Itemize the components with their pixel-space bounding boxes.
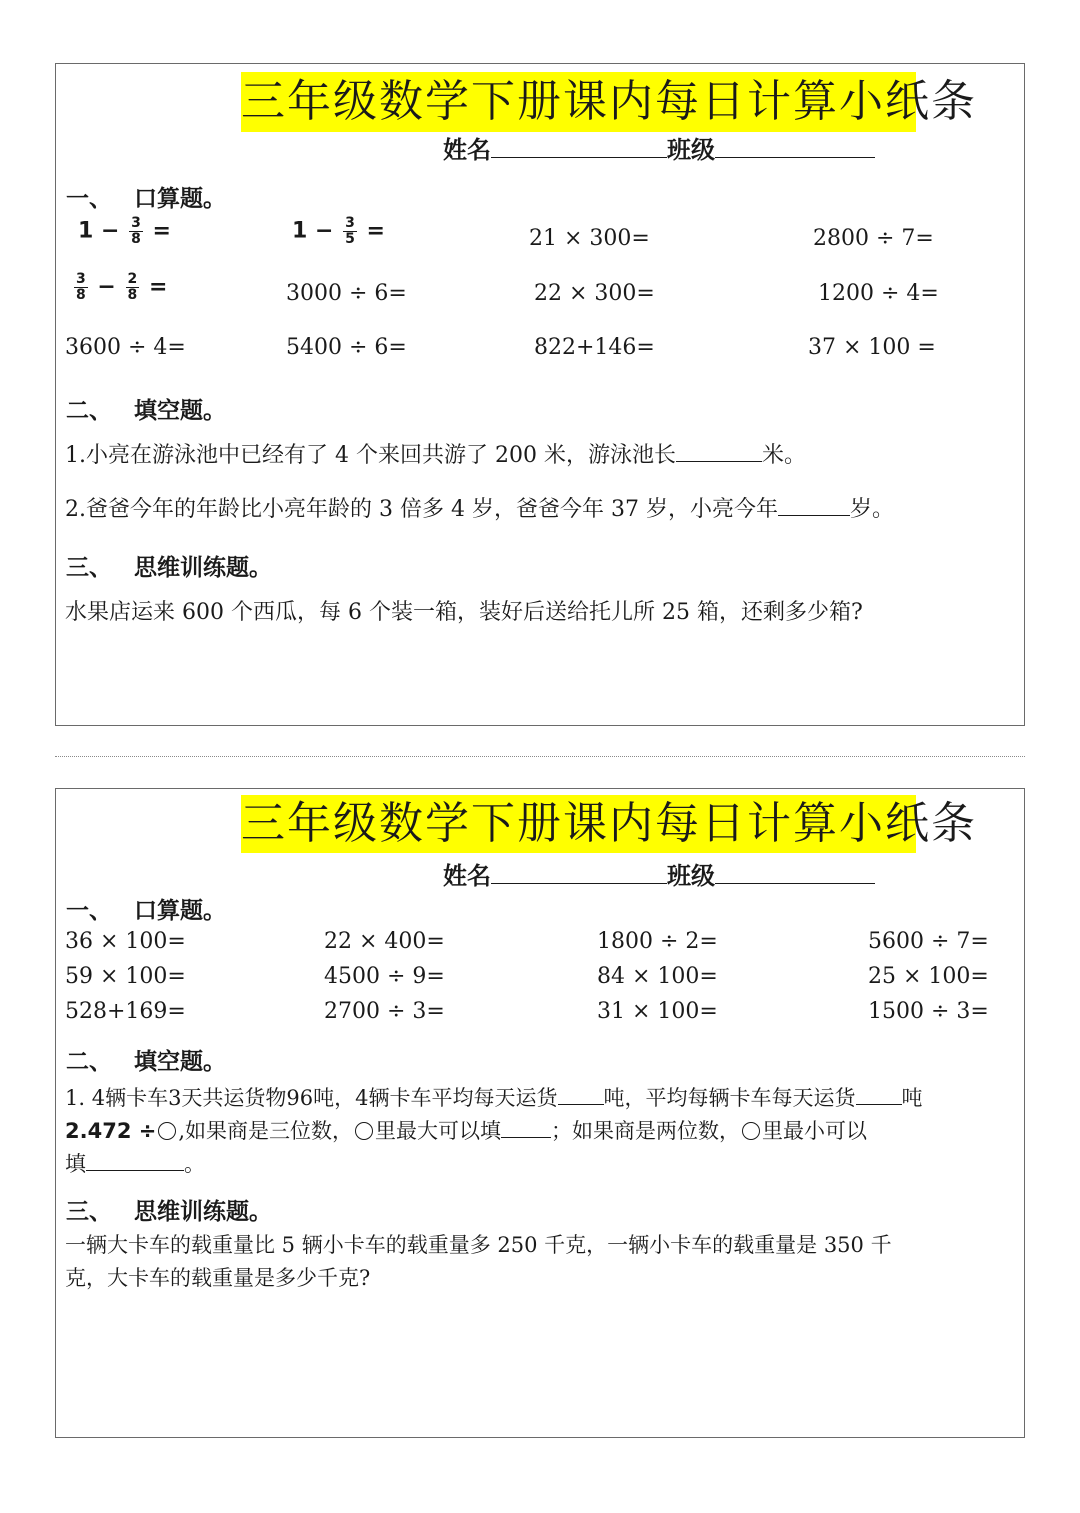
question-text: ,如果商是三位数， (178, 1119, 354, 1143)
denominator: 5 (345, 231, 355, 247)
answer-blank[interactable] (856, 1086, 902, 1105)
oral-problem: 31 × 100= (597, 999, 718, 1024)
oral-problem: 84 × 100= (597, 964, 718, 989)
oral-problem: 4500 ÷ 9= (324, 964, 445, 989)
section-number: 二、 (66, 398, 112, 424)
oral-problem: 1500 ÷ 3= (868, 999, 989, 1024)
section-number: 一、 (66, 898, 112, 924)
answer-blank[interactable] (778, 497, 850, 516)
oral-problem: 59 × 100= (65, 964, 186, 989)
circle-icon (158, 1122, 176, 1140)
oral-problem: 5600 ÷ 7= (868, 929, 989, 954)
oral-problem: 1800 ÷ 2= (597, 929, 718, 954)
equals-sign: = (148, 274, 168, 300)
class-blank[interactable] (715, 863, 875, 884)
expr-lead: 1 − (78, 218, 120, 244)
answer-blank[interactable] (558, 1086, 604, 1105)
fraction (126, 272, 140, 303)
oral-problem: 2700 ÷ 3= (324, 999, 445, 1024)
section-oral-heading (66, 180, 226, 213)
fill-question-2 (65, 492, 894, 523)
question-text: 填 (65, 1152, 86, 1176)
numerator: 3 (131, 215, 141, 231)
minus-sign: − (97, 274, 116, 300)
name-blank[interactable] (491, 863, 667, 884)
word-problem: 水果店运来 600 个西瓜，每 6 个装一箱，装好后送给托儿所 25 箱，还剩多少箱? (65, 600, 863, 625)
question-text: 里最小可以 (762, 1119, 868, 1143)
circle-icon (355, 1122, 373, 1140)
oral-problem: 5400 ÷ 6= (286, 335, 407, 360)
class-blank[interactable] (715, 137, 875, 158)
fraction-problem-3 (72, 272, 167, 303)
worksheet-title: 三年级数学下册课内每日计算小纸条 (241, 795, 916, 853)
worksheet-card-1 (55, 63, 1025, 726)
numerator: 2 (127, 271, 138, 287)
section-title: 思维训练题。 (134, 1199, 272, 1225)
word-problem-line-1: 一辆大卡车的载重量比 5 辆小卡车的载重量多 250 千克，一辆小卡车的载重量是 350 千 (65, 1233, 892, 1257)
question-text: 1.小亮在游泳池中已经有了 4 个来回共游了 200 米，游泳池长 (65, 443, 676, 468)
equals-sign: = (366, 218, 385, 244)
worksheet-title: 三年级数学下册课内每日计算小纸条 (241, 72, 916, 132)
class-label: 班级 (667, 136, 715, 164)
answer-blank[interactable] (676, 443, 762, 462)
fraction-problem-1 (78, 216, 171, 247)
name-blank[interactable] (491, 137, 667, 158)
section-title: 思维训练题。 (134, 555, 272, 581)
fraction (343, 216, 357, 247)
oral-problem: 21 × 300= (529, 226, 650, 251)
question-text: 岁。 (849, 497, 894, 522)
numerator: 3 (76, 271, 86, 287)
section-title: 填空题。 (134, 398, 226, 424)
section-number: 三、 (66, 555, 112, 581)
oral-problem: 37 × 100 = (808, 335, 936, 360)
question-text: 吨，平均每辆卡车每天运货 (603, 1086, 856, 1110)
answer-blank[interactable] (86, 1152, 184, 1171)
question-text: 2.爸爸今年的年龄比小亮年龄的 3 倍多 4 岁，爸爸今年 37 岁，小亮今年 (65, 497, 778, 522)
denominator: 8 (127, 287, 138, 303)
section-number: 三、 (66, 1199, 112, 1225)
oral-problem: 3600 ÷ 4= (65, 335, 186, 360)
section-thinking-heading (66, 549, 272, 582)
cut-line (55, 756, 1025, 757)
question-text: 米。 (761, 443, 806, 468)
name-label: 姓名 (443, 136, 491, 164)
section-title: 填空题。 (134, 1049, 226, 1075)
answer-blank[interactable] (501, 1119, 551, 1138)
fraction (129, 216, 143, 247)
worksheet-card-2 (55, 788, 1025, 1438)
denominator: 8 (76, 287, 86, 303)
class-label: 班级 (667, 862, 715, 890)
question-text: 2.472 ÷ (65, 1119, 157, 1143)
question-text: 吨 (901, 1086, 923, 1110)
question-text: ；如果商是两位数， (551, 1119, 741, 1143)
question-text: 里最大可以填 (375, 1119, 502, 1143)
name-label: 姓名 (443, 862, 491, 890)
section-number: 二、 (66, 1049, 112, 1075)
section-fill-heading (66, 1043, 226, 1076)
fraction-problem-2 (292, 216, 385, 247)
oral-problem: 22 × 300= (534, 281, 655, 306)
oral-problem: 822+146= (534, 335, 655, 360)
oral-problem: 36 × 100= (65, 929, 186, 954)
oral-problem: 22 × 400= (324, 929, 445, 954)
oral-problem: 528+169= (65, 999, 186, 1024)
section-number: 一、 (66, 186, 112, 212)
denominator: 8 (131, 231, 141, 247)
numerator: 3 (345, 215, 355, 231)
name-class-row (443, 130, 875, 165)
oral-problem: 3000 ÷ 6= (286, 281, 407, 306)
fraction (74, 272, 88, 303)
oral-problem: 25 × 100= (868, 964, 989, 989)
fill-question-2-continued (65, 1148, 205, 1178)
fill-question-1 (65, 1082, 923, 1112)
equals-sign: = (152, 218, 171, 244)
expr-lead: 1 − (292, 218, 334, 244)
section-oral-heading (66, 892, 226, 925)
oral-problem: 2800 ÷ 7= (813, 226, 934, 251)
fill-question-2 (65, 1115, 867, 1145)
question-text: 1. 4辆卡车3天共运货物96吨，4辆卡车平均每天运货 (65, 1086, 558, 1110)
name-class-row (443, 856, 875, 891)
oral-problem: 1200 ÷ 4= (818, 281, 939, 306)
circle-icon (742, 1122, 760, 1140)
section-title: 口算题。 (134, 186, 226, 212)
section-title: 口算题。 (134, 898, 226, 924)
section-thinking-heading (66, 1193, 272, 1226)
question-text: 。 (184, 1152, 205, 1176)
section-fill-heading (66, 392, 226, 425)
word-problem-line-2: 克，大卡车的载重量是多少千克? (65, 1266, 371, 1290)
fill-question-1 (65, 438, 806, 469)
